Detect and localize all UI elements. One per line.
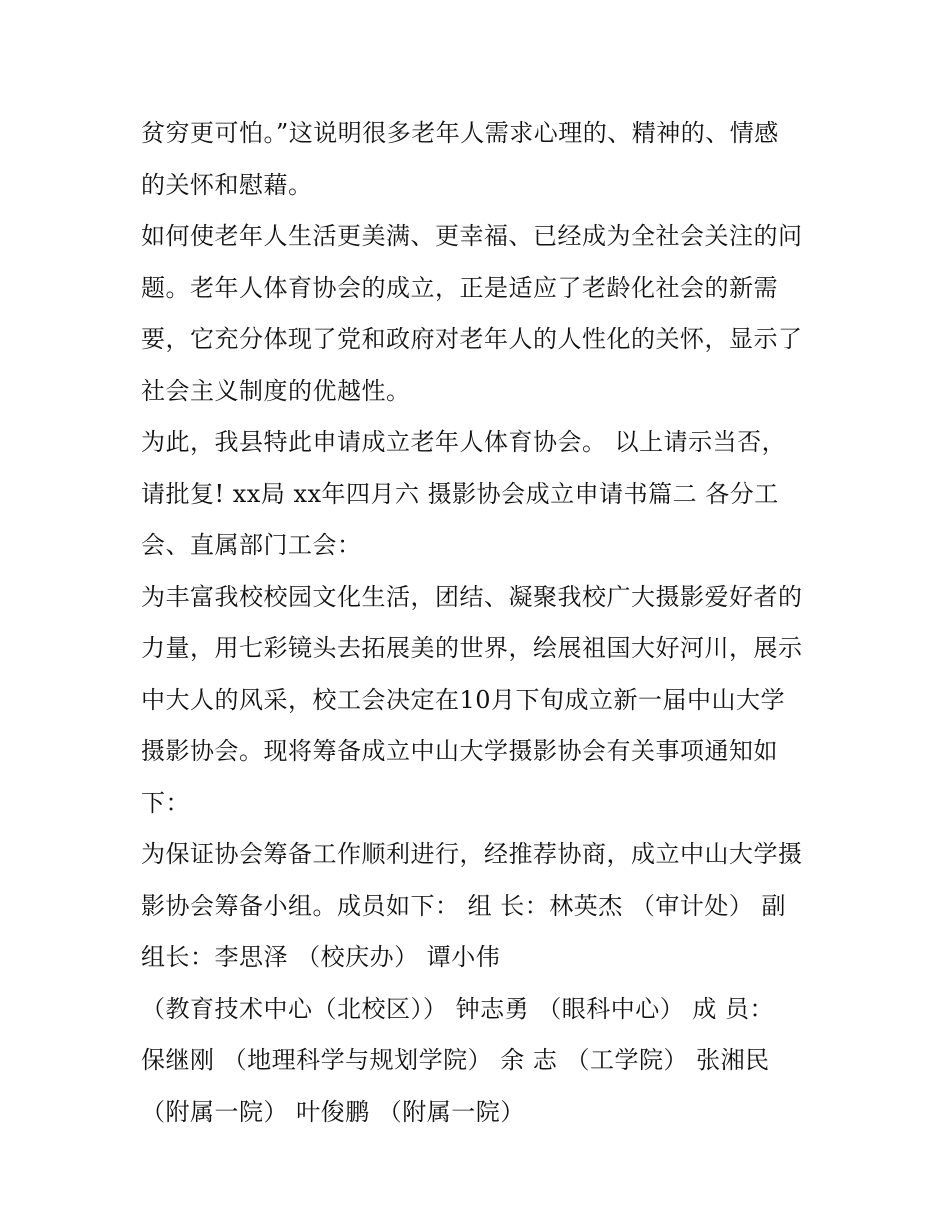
text-line: 社会主义制度的优越性。 xyxy=(141,376,411,405)
text-line: （教育技术中心（北校区）） 钟志勇 （眼科中心） 成 员： xyxy=(141,994,775,1023)
text-line: 为丰富我校校园文化生活，团结、凝聚我校广大摄影爱好者的 xyxy=(141,582,803,611)
text-line: 下： xyxy=(141,788,190,817)
text-line: 的关怀和慰藉。 xyxy=(141,170,313,199)
document-body xyxy=(141,108,821,1138)
text-line: 要，它充分体现了党和政府对老年人的人性化的关怀，显示了 xyxy=(141,325,803,353)
text-line: 为此，我县特此申请成立老年人体育协会。 以上请示当否， xyxy=(141,428,787,456)
text-line: 贫穷更可怕。”这说明很多老年人需求心理的、精神的、情感 xyxy=(141,119,779,147)
text-line: 如何使老年人生活更美满、更幸福、已经成为全社会关注的问 xyxy=(141,222,803,250)
text-line: （附属一院） 叶俊鹏 （附属一院） xyxy=(141,1097,525,1126)
text-line: 为保证协会筹备工作顺利进行，经推荐协商，成立中山大学摄 xyxy=(141,840,803,868)
text-line: 中大人的风采，校工会决定在10月下旬成立新一届中山大学 xyxy=(141,685,786,714)
text-line: 会、直属部门工会： xyxy=(141,531,362,559)
text-line: 保继刚 （地理科学与规划学院） 余 志 （工学院） 张湘民 xyxy=(141,1046,770,1074)
text-line: 摄影协会。现将筹备成立中山大学摄影协会有关事项通知如 xyxy=(141,737,778,765)
text-line: 请批复! xx局 xx年四月六 摄影协会成立申请书篇二 各分工 xyxy=(141,479,779,508)
text-line: 题。老年人体育协会的成立，正是适应了老龄化社会的新需 xyxy=(141,273,778,302)
text-line: 影协会筹备小组。成员如下： 组 长：林英杰 （审计处） 副 xyxy=(141,891,787,920)
text-line: 力量，用七彩镜头去拓展美的世界，绘展祖国大好河川，展示 xyxy=(141,634,803,662)
text-line: 组长：李思泽 （校庆办） 谭小伟 xyxy=(141,943,501,971)
